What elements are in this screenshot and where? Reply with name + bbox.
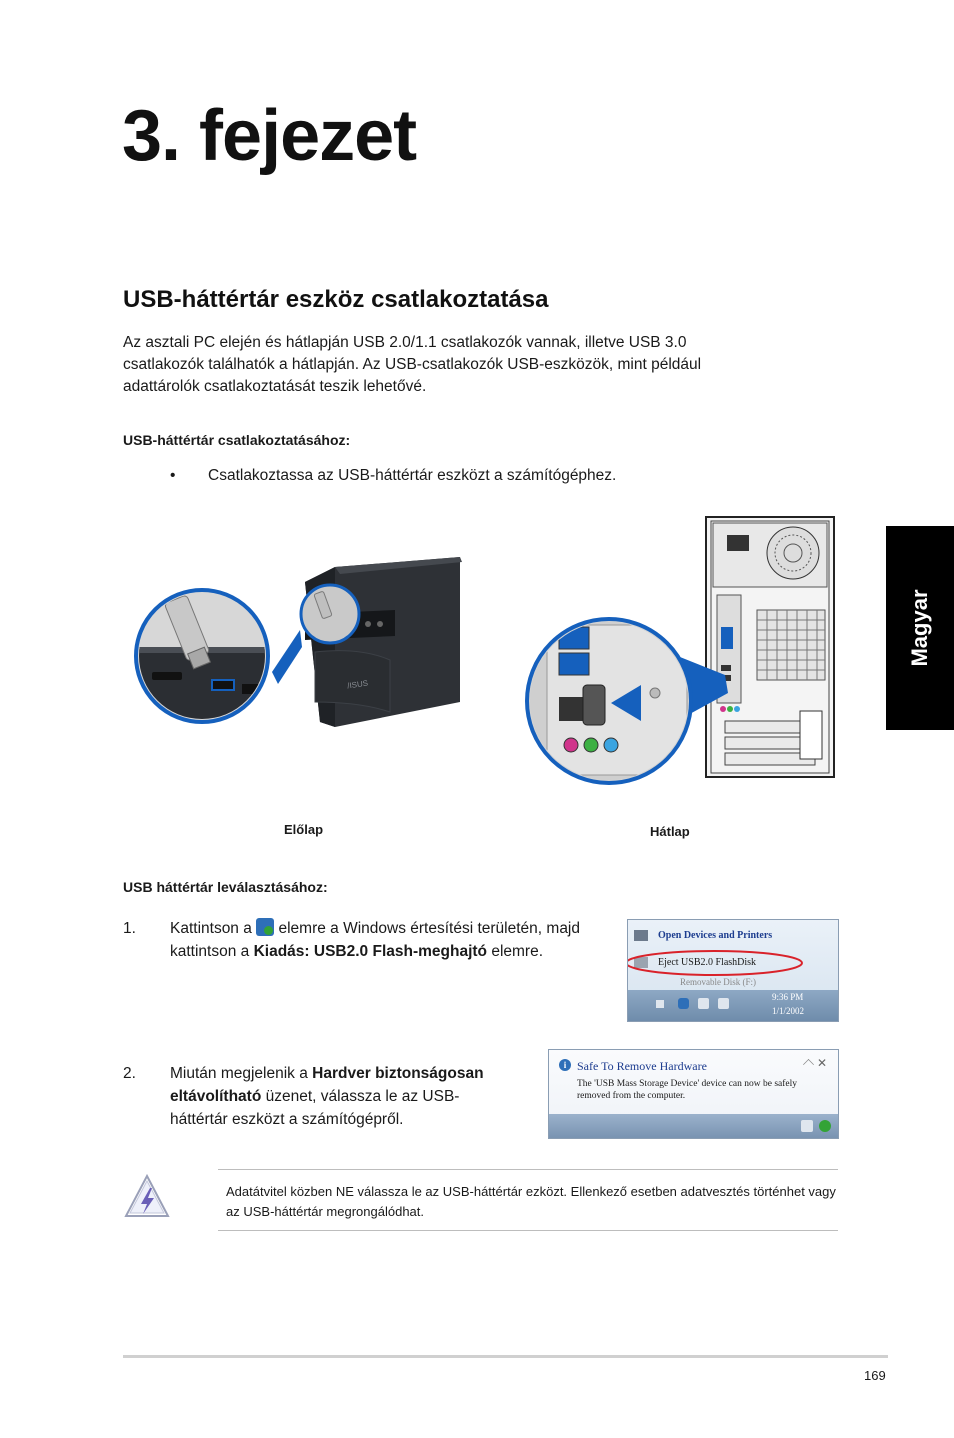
rear-panel-illustration bbox=[525, 515, 837, 785]
front-panel-illustration bbox=[130, 552, 475, 792]
section-title: USB-háttértár eszköz csatlakoztatása bbox=[123, 286, 549, 313]
eject-menu-screenshot bbox=[627, 919, 839, 1022]
balloon-message-line: The 'USB Mass Storage Device' device can now be safely bbox=[577, 1079, 798, 1089]
language-tab bbox=[886, 526, 954, 730]
back-caption: Hátlap bbox=[650, 824, 690, 839]
step-body bbox=[170, 917, 600, 963]
network-icon bbox=[718, 998, 729, 1009]
step-body bbox=[170, 1062, 510, 1131]
step-text: elemre a Windows értesítési területén, majd kattintson a bbox=[170, 920, 581, 960]
connect-heading: USB-háttértár csatlakoztatásához: bbox=[123, 432, 351, 448]
step-text: Miután megjelenik a bbox=[170, 1065, 308, 1082]
language-label: Magyar bbox=[907, 589, 932, 667]
speaker-icon bbox=[698, 998, 709, 1009]
front-caption: Előlap bbox=[284, 822, 324, 837]
page-number: 169 bbox=[864, 1368, 886, 1383]
intro-line: adattárolók csatlakoztatását teszik lehetővé. bbox=[123, 378, 427, 395]
remove-heading: USB háttértár leválasztásához: bbox=[123, 879, 328, 895]
front-logo: /ISUS bbox=[346, 678, 369, 691]
safely-remove-icon bbox=[678, 998, 689, 1009]
safely-remove-icon bbox=[819, 1120, 831, 1132]
step-bold-text: Hardver biztonságosan eltávolítható bbox=[170, 1065, 484, 1105]
warning-icon bbox=[123, 1172, 171, 1220]
clock-date: 1/1/2002 bbox=[772, 1006, 805, 1016]
menu-item-devices: Open Devices and Printers bbox=[658, 930, 773, 941]
step-number: 2. bbox=[123, 1065, 136, 1082]
balloon-message-line: removed from the computer. bbox=[577, 1091, 686, 1101]
menu-item-removable-disk: Removable Disk (F:) bbox=[680, 977, 756, 987]
bullet-dot: • bbox=[170, 467, 176, 484]
connect-bullet bbox=[170, 467, 616, 485]
close-icon[interactable]: ✕ bbox=[817, 1056, 828, 1070]
intro-line: csatlakozók találhatók a hátlapján. Az USB-csatlakozók USB-eszközök, mint például bbox=[123, 356, 702, 373]
remove-step-2 bbox=[123, 1062, 603, 1132]
balloon-title: Safe To Remove Hardware bbox=[577, 1059, 707, 1073]
bullet-text: Csatlakoztassa az USB-háttértár eszközt a számítógéphez. bbox=[208, 467, 617, 484]
taskbar bbox=[628, 990, 838, 1021]
step-number: 1. bbox=[123, 920, 136, 937]
step-text: Kattintson a bbox=[170, 920, 252, 937]
clock-time: 9:36 PM bbox=[772, 992, 804, 1002]
tray-icon bbox=[801, 1120, 813, 1132]
menu-item-eject: Eject USB2.0 FlashDisk bbox=[658, 957, 757, 968]
chapter-title: 3. fejezet bbox=[122, 96, 417, 176]
printer-icon bbox=[634, 930, 648, 941]
footer-rule bbox=[123, 1355, 888, 1358]
highlight-ellipse bbox=[627, 947, 807, 979]
info-icon: i bbox=[559, 1059, 571, 1071]
remove-step-1 bbox=[123, 917, 603, 987]
step-text: elemre. bbox=[491, 943, 544, 960]
intro-line: Az asztali PC elején és hátlapján USB 2.0/1.1 csatlakozók vannak, illetve USB 3.0 bbox=[123, 334, 687, 351]
safe-remove-screenshot bbox=[548, 1049, 839, 1139]
step-bold-text: Kiadás: USB2.0 Flash-meghajtó bbox=[253, 943, 488, 960]
safely-remove-icon bbox=[256, 918, 274, 936]
intro-paragraph bbox=[123, 332, 783, 398]
tray-arrow-icon bbox=[656, 1000, 664, 1008]
step-text: üzenet, válassza le az USB-háttértár eszközt a számítógépről. bbox=[170, 1088, 460, 1128]
taskbar bbox=[549, 1114, 838, 1138]
note-text: Adatátvitel közben NE válassza le az USB-háttértár ezközt. Ellenkező esetben adatvesztés történhet vagy az USB-háttértár megrongálódhat. bbox=[226, 1184, 836, 1219]
pin-icon[interactable] bbox=[803, 1059, 814, 1070]
